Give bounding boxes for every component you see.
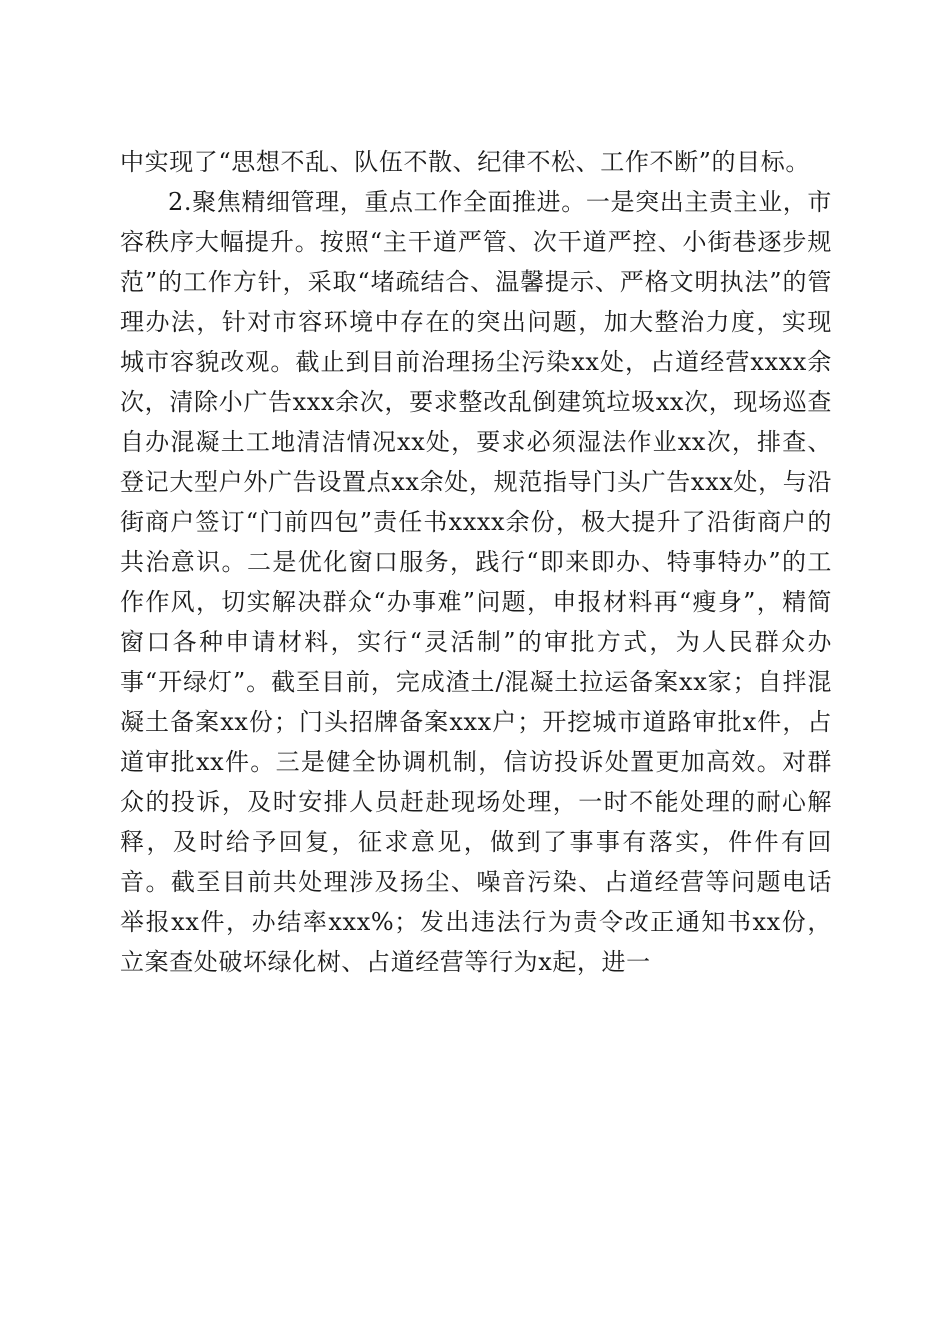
paragraph-section-2: 2.聚焦精细管理，重点工作全面推进。一是突出主责主业，市容秩序大幅提升。按照“主干道严管、次干道严控、小街巷逐步规范”的工作方针，采取“堵疏结合、温馨提示、严格文明执法”的管理办法，针对市容环境中存在的突出问题，加大整治力度，实现城市容貌改观。截止到目前治理扬尘污染xx处，占道经营xxxx余次，清除小广告xxx余次，要求整改乱倒建筑垃圾xx次，现场巡查自办混凝土工地清洁情况xx处，要求必须湿法作业xx次，排查、登记大型户外广告设置点xx余处，规范指导门头广告xxx处，与沿街商户签订“门前四包”责任书xxxx余份，极大提升了沿街商户的共治意识。二是优化窗口服务，践行“即来即办、特事特办”的工作作风，切实解决群众“办事难”问题，申报材料再“瘦身”，精简窗口各种申请材料，实行“灵活制”的审批方式，为人民群众办事“开绿灯”。截至目前，完成渣土/混凝土拉运备案xx家；自拌混凝土备案xx份；门头招牌备案xxx户；开挖城市道路审批x件，占道审批xx件。三是健全协调机制，信访投诉处置更加高效。对群众的投诉，及时安排人员赶赴现场处理，一时不能处理的耐心解释，及时给予回复，征求意见，做到了事事有落实，件件有回音。截至目前共处理涉及扬尘、噪音污染、占道经营等问题电话举报xx件，办结率xxx%；发出违法行为责令改正通知书xx份，立案查处破坏绿化树、占道经营等行为x起，进一: [120, 188, 832, 976]
paragraph-continuation: 中实现了“思想不乱、队伍不散、纪律不松、工作不断”的目标。: [120, 148, 810, 176]
document-body: [120, 142, 832, 982]
